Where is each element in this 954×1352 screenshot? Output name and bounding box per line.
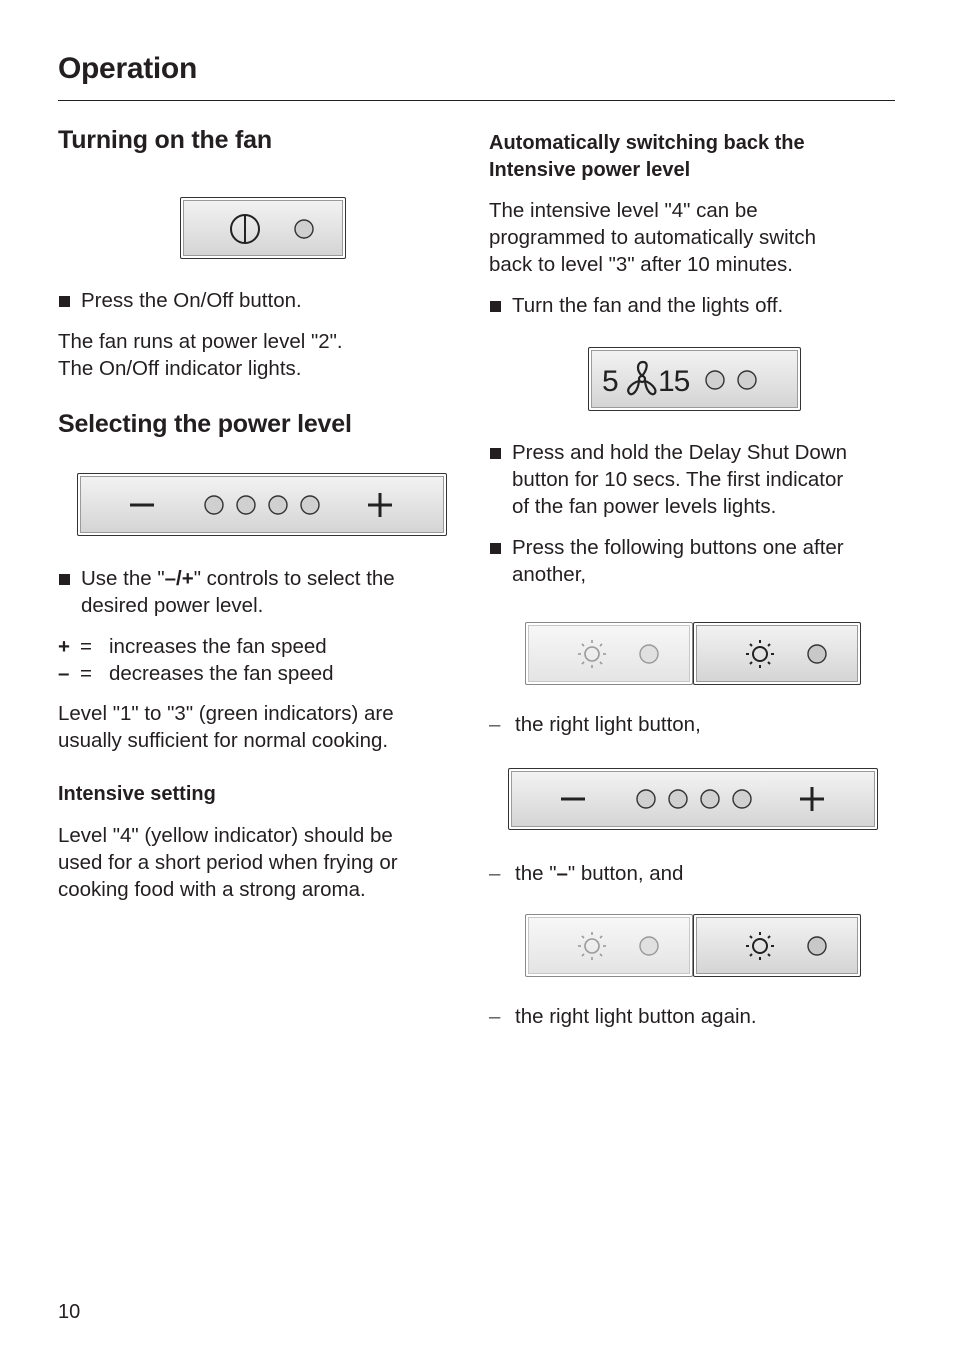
light-icon <box>578 932 606 960</box>
left-light-button <box>525 622 693 685</box>
power-indicator-3 <box>701 790 719 808</box>
on-off-indicator <box>295 220 313 238</box>
heading-auto-switch: Automatically switching back the Intensive power level <box>489 132 805 181</box>
fan-icon <box>628 362 655 394</box>
step-right-light: – the right light button, <box>489 711 701 738</box>
power-indicator-2 <box>669 790 687 808</box>
intensive-text: Level "4" (yellow indicator) should be used for a short period when frying or cooking food with a strong aroma. <box>58 824 398 901</box>
fan-runs-line-2: The On/Off indicator lights. <box>58 357 302 380</box>
power-level-panel <box>77 473 447 536</box>
right-light-button-2 <box>693 914 861 977</box>
light-icon <box>578 640 606 668</box>
power-indicator-2 <box>237 496 255 514</box>
bullet-press-on-off: Press the On/Off button. <box>58 287 302 314</box>
power-icon <box>231 215 259 243</box>
level-green-text: Level "1" to "3" (green indicators) are usually sufficient for normal cooking. <box>58 702 394 752</box>
fan-runs-line-1: The fan runs at power level "2". <box>58 330 343 353</box>
plus-icon <box>800 787 824 811</box>
bullet-press-following: Press the following buttons one after another, <box>489 534 844 588</box>
bullet-use-controls: Use the "–/+" controls to select the desired power level. <box>58 565 395 619</box>
bullet-turn-off: Turn the fan and the lights off. <box>489 292 783 319</box>
left-light-indicator <box>640 645 658 663</box>
on-off-panel <box>180 197 346 259</box>
right-light-indicator <box>808 937 826 955</box>
heading-intensive-setting: Intensive setting <box>58 783 216 805</box>
fan-runs-text <box>58 328 343 382</box>
title-rule <box>58 100 895 101</box>
step-minus-button: – the "–" button, and <box>489 860 683 887</box>
right-light-indicator <box>808 645 826 663</box>
plus-icon <box>368 493 392 517</box>
left-light-indicator <box>640 937 658 955</box>
power-indicator-4 <box>733 790 751 808</box>
power-indicator-1 <box>205 496 223 514</box>
auto-switch-text: The intensive level "4" can be programmed to automatically switch back to level "3" after 10 minutes. <box>489 199 816 276</box>
page-title: Operation <box>58 52 197 85</box>
power-indicator-4 <box>301 496 319 514</box>
left-light-button-2 <box>525 914 693 977</box>
page-number: 10 <box>58 1301 81 1323</box>
bullet-press-hold: Press and hold the Delay Shut Down button for 10 secs. The first indicator of the fan power levels lights. <box>489 439 847 520</box>
definition-minus: – = decreases the fan speed <box>58 662 334 685</box>
on-off-panel-graphic <box>181 198 347 260</box>
delay-indicator-2 <box>738 371 756 389</box>
delay-shutdown-panel <box>588 347 801 411</box>
heading-selecting-power: Selecting the power level <box>58 410 352 438</box>
power-indicator-3 <box>269 496 287 514</box>
definition-plus: + = increases the fan speed <box>58 635 327 658</box>
delay-shutdown-panel-graphic <box>589 348 802 412</box>
power-indicator-1 <box>637 790 655 808</box>
power-level-panel-2 <box>508 768 878 830</box>
right-light-button <box>693 622 861 685</box>
power-level-panel-graphic <box>78 474 448 537</box>
heading-turning-on-fan: Turning on the fan <box>58 126 272 154</box>
delay-right-digits: 15 <box>658 365 690 398</box>
light-icon <box>746 640 774 668</box>
delay-indicator-1 <box>706 371 724 389</box>
delay-left-digit: 5 <box>602 365 619 398</box>
light-icon <box>746 932 774 960</box>
step-right-light-again: – the right light button again. <box>489 1003 757 1030</box>
